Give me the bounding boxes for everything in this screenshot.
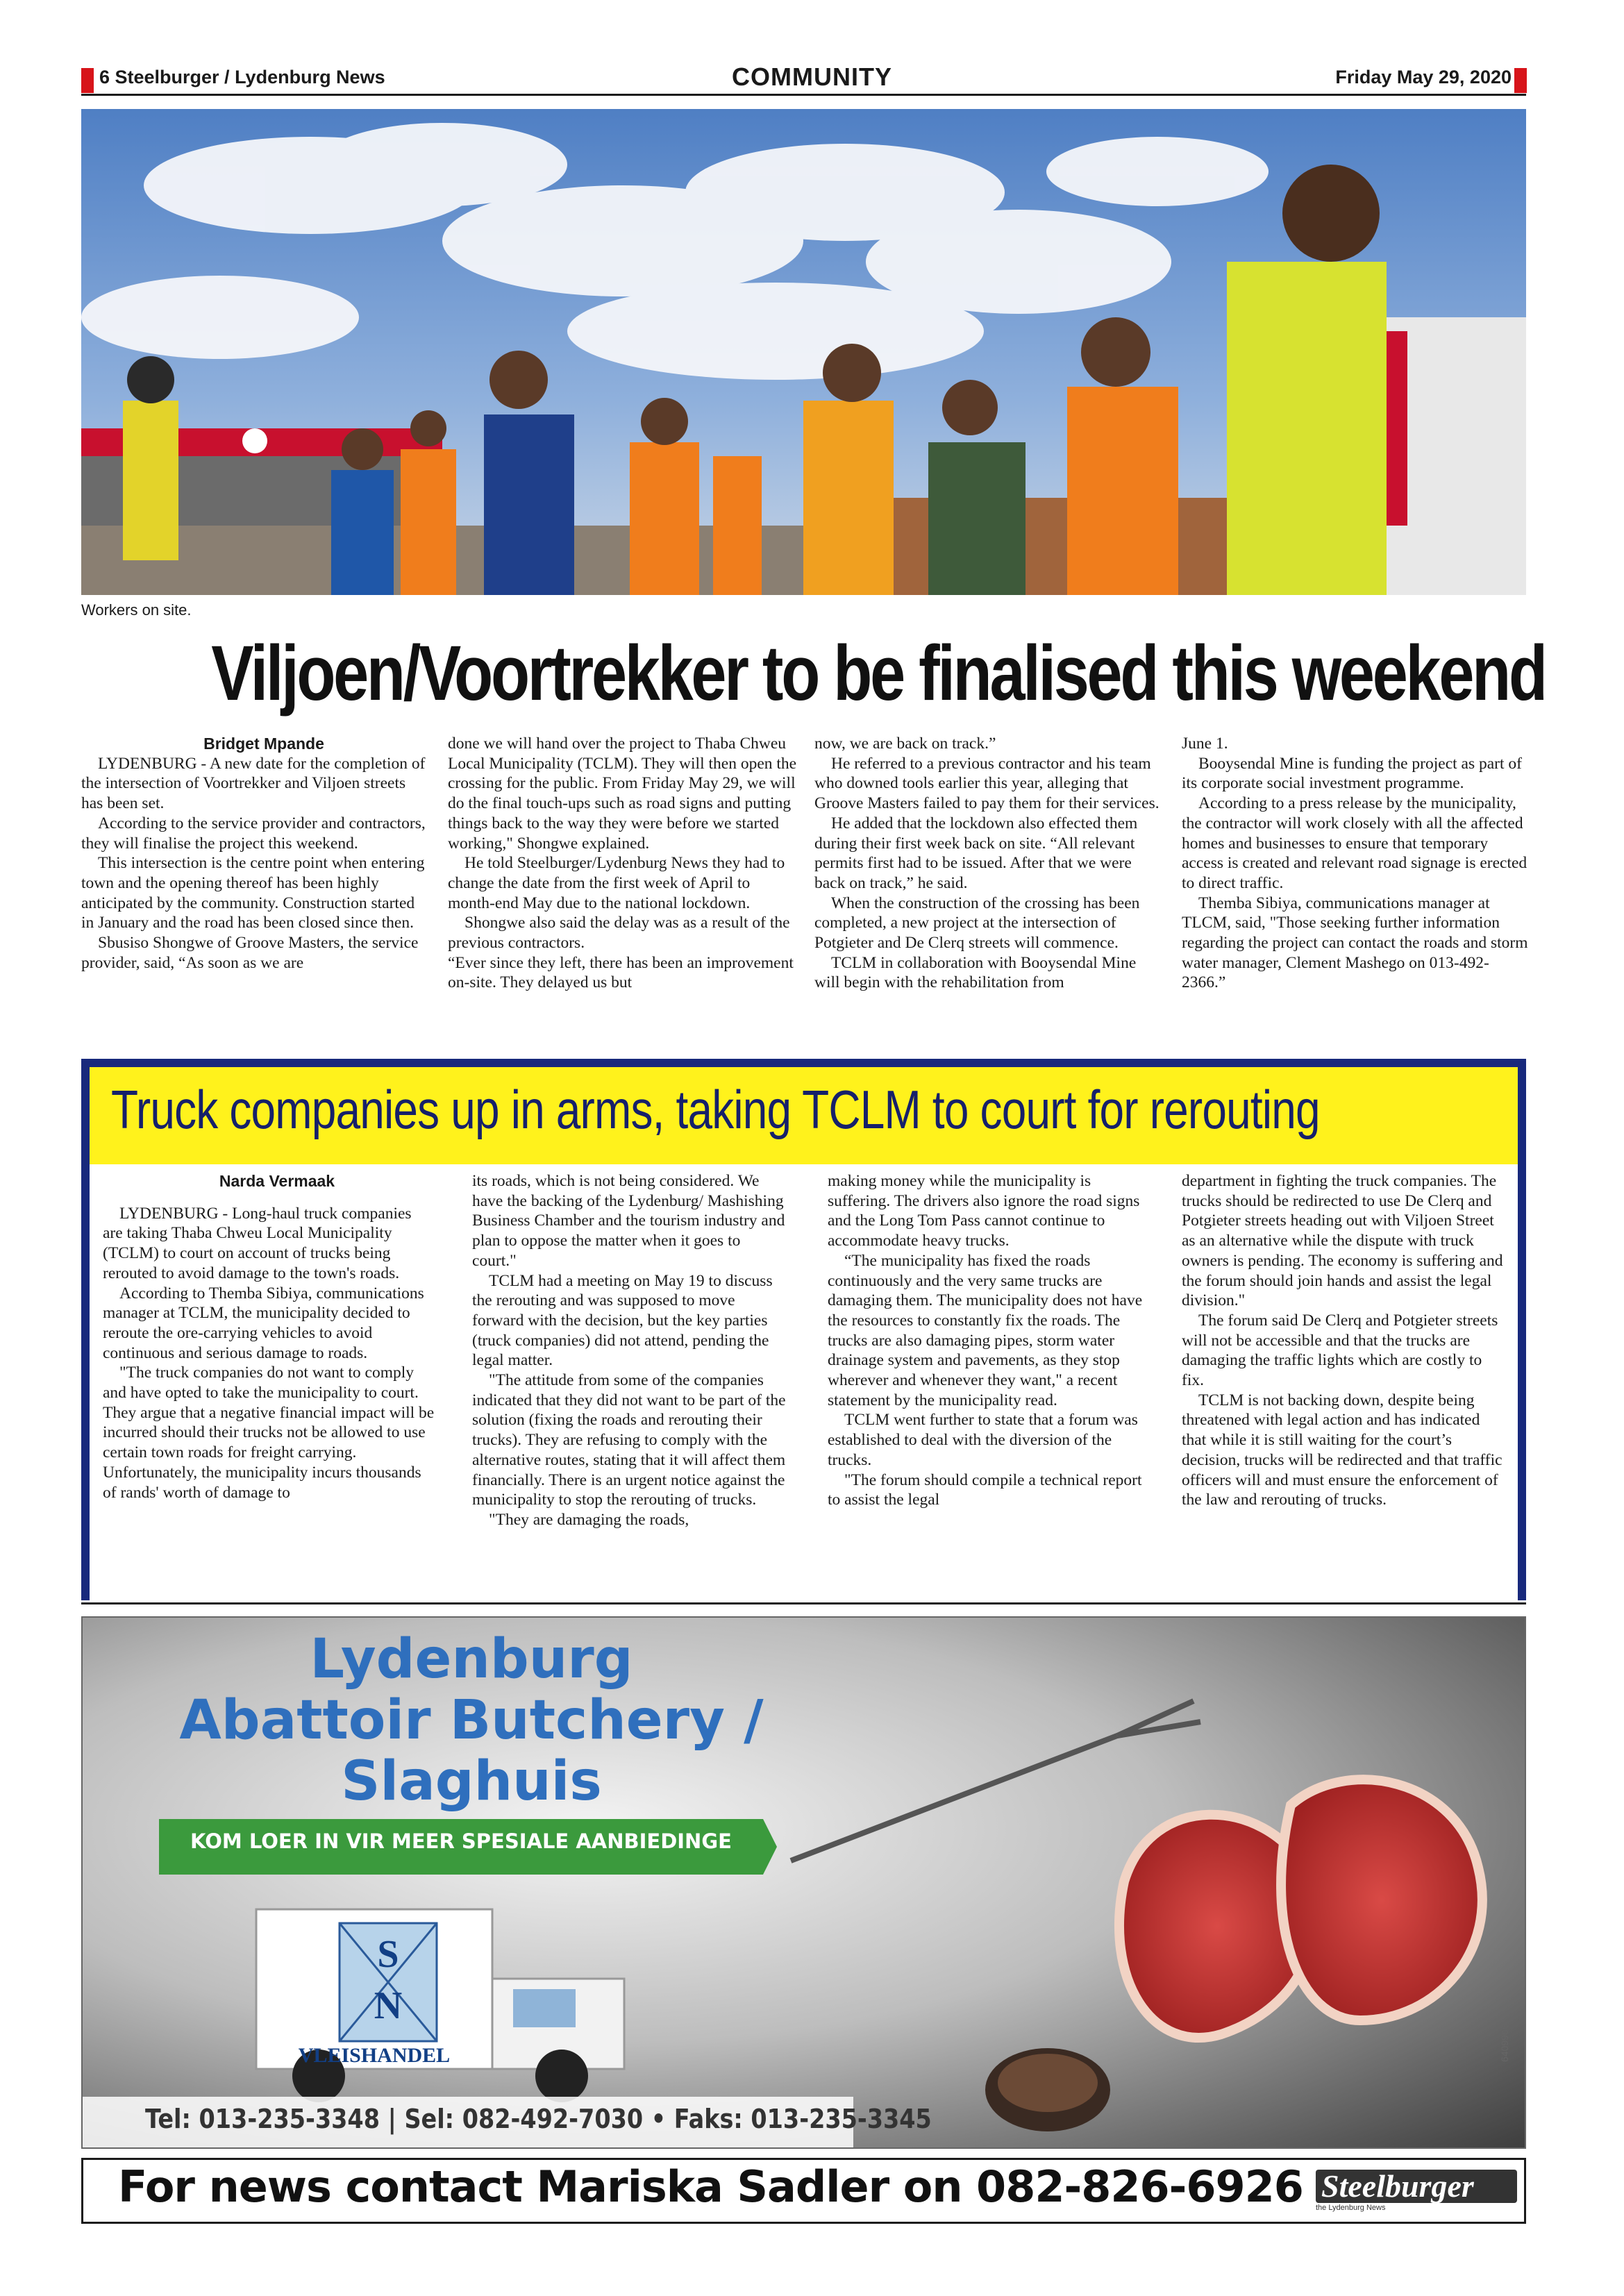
story1-column-4 <box>1182 734 1529 993</box>
story1-paragraph: done we will hand over the project to Thaba Chweu Local Municipality (TCLM). They will then open the crossing for the public. From Friday May 29, we will do the final touch-ups such as road signs and putting things back to the way they were before we started working," Shongwe explained. <box>448 735 797 853</box>
advert-logo-n: N <box>374 1984 403 2027</box>
story2-bottom-rule <box>81 1602 1526 1604</box>
story1-paragraph: According to the service provider and contractors, they will finalise the project this weekend. <box>81 814 426 853</box>
story2-column-2 <box>472 1171 788 1530</box>
advert-title-line-2: Abattoir Butchery / <box>179 1689 764 1752</box>
workers-photo <box>81 109 1526 595</box>
advert-title-line-3: Slaghuis <box>341 1750 602 1813</box>
logo-subtitle: the Lydenburg News <box>1316 2204 1386 2212</box>
advert-contact: Tel: 013-235-3348 | Sel: 082-492-7030 • Faks: 013-235-3345 <box>145 2104 932 2134</box>
story1-headline: Viljoen/Voortrekker to be finalised this weekend <box>211 630 1546 717</box>
story1-paragraph: LYDENBURG - A new date for the completion of the intersection of Voortrekker and Viljoen streets has been set. <box>81 754 426 813</box>
story2-paragraph: TCLM went further to state that a forum was established to deal with the diversion of the trucks. <box>828 1411 1138 1469</box>
advert-banner: KOM LOER IN VIR MEER SPESIALE AANBIEDINGE <box>190 1829 732 1853</box>
story1-byline: Bridget Mpande <box>203 735 324 753</box>
story1-paragraph: now, we are back on track.” <box>814 735 996 753</box>
story1-paragraph: He referred to a previous contractor and his team who downed tools earlier this year, alleging that Groove Masters failed to pay them for their services. <box>814 754 1160 813</box>
header-page-info: 6 Steelburger / Lydenburg News <box>99 67 385 87</box>
steelburger-logo <box>1316 2170 1517 2214</box>
story1-column-1 <box>81 734 430 973</box>
advert-logo-s: S <box>377 1933 399 1976</box>
photo-caption: Workers on site. <box>81 601 192 619</box>
story1-paragraph: June 1. <box>1182 735 1228 753</box>
story2-paragraph: "The truck companies do not want to comply and have opted to take the municipality to court. They argue that a negative financial impact will be incurred should their trucks not be allowed to use certain town roads for freight carrying. Unfortunately, the municipality incurs thousands of rands' worth of damage to <box>103 1364 435 1502</box>
story2-paragraph: its roads, which is not being considered. We have the backing of the Lydenburg/ Mashishing Business Chamber and the tourism industry and plan to oppose the matter when it goes to court." <box>472 1172 785 1270</box>
story1-paragraph: Booysendal Mine is funding the project as part of its corporate social investment programme. <box>1182 754 1522 793</box>
butchery-advert <box>81 1616 1526 2149</box>
story1-paragraph: Shongwe also said the delay was as a result of the previous contractors. <box>448 914 790 953</box>
header-accent-bar-right <box>1514 68 1527 93</box>
advert-code: 6409906 <box>1499 2024 1510 2062</box>
story2-paragraph: “The municipality has fixed the roads continuously and the very same trucks are damaging them. The municipality does not have the resources to constantly fix the roads. The trucks are also damaging pipes, storm water drainage system and pavements, as they stop wherever and whenever they want," a recent statement by the municipality read. <box>828 1251 1143 1409</box>
story2-column-4 <box>1182 1171 1508 1510</box>
footer-contact-text: For news contact Mariska Sadler on 082-826-6926 <box>118 2161 1303 2212</box>
header-date: Friday May 29, 2020 <box>1335 67 1512 87</box>
story1-paragraph: According to a press release by the municipality, the contractor will work closely with all the affected homes and businesses to ensure that temporary access is created and relevant road signage is erected to direct traffic. <box>1182 794 1527 892</box>
story1-column-3 <box>814 734 1165 993</box>
advert-title-line-1: Lydenburg <box>310 1628 633 1691</box>
story2-paragraph: TCLM is not backing down, despite being threatened with legal action and has indicated that while it is still waiting for the court’s decision, trucks will be redirected and that traffic officers will and must ensure the enforcement of the law and rerouting of trucks. <box>1182 1391 1502 1509</box>
story1-paragraph: Themba Sibiya, communications manager at TLCM, said, "Those seeking further information regarding the project can contact the roads and storm water manager, Clement Mashego on 013-492-2366.” <box>1182 894 1528 992</box>
story2-paragraph: "The forum should compile a technical report to assist the legal <box>828 1470 1142 1509</box>
story2-paragraph: "They are damaging the roads, <box>489 1510 689 1529</box>
story2-column-1 <box>103 1171 435 1502</box>
story1-paragraph: This intersection is the centre point when entering town and the opening thereof has been highly anticipated by the community. Construction started in January and the road has been closed since then. <box>81 854 425 932</box>
advert-truck-text: VLEISHANDEL <box>298 2044 451 2067</box>
story1-paragraph: He added that the lockdown also effected them during their first week back on site. “All relevant permits first had to be issued. After that we were back on track,” he said. <box>814 814 1138 892</box>
story2-byline: Narda Vermaak <box>219 1172 335 1190</box>
story2-paragraph: TCLM had a meeting on May 19 to discuss the rerouting and was supposed to move forward with the decision, but the key parties (truck companies) did not attend, pending the legal matter. <box>472 1271 773 1370</box>
story1-paragraph: Sbusiso Shongwe of Groove Masters, the service provider, said, “As soon as we are <box>81 934 419 972</box>
story1-paragraph: “Ever since they left, there has been an improvement on-site. They delayed us but <box>448 953 794 992</box>
story2-paragraph: According to Themba Sibiya, communications manager at TCLM, the municipality decided to reroute the ore-carrying vehicles to avoid continuous and serious damage to roads. <box>103 1284 424 1362</box>
story2-paragraph: The forum said De Clerq and Potgieter streets will not be accessible and that the trucks are damaging the traffic lights which are costly to fix. <box>1182 1311 1498 1390</box>
story1-paragraph: When the construction of the crossing has been completed, a new project at the intersection of Potgieter and De Clerq streets will commence. <box>814 894 1140 953</box>
story1-paragraph: He told Steelburger/Lydenburg News they had to change the date from the first week of April to month-end May due to the national lockdown. <box>448 854 785 912</box>
header-rule <box>81 94 1526 96</box>
story2-headline: Truck companies up in arms, taking TCLM to court for rerouting <box>111 1079 1320 1140</box>
section-title: COMMUNITY <box>732 62 892 91</box>
logo-wordmark: Steelburger <box>1316 2170 1517 2203</box>
story1-paragraph: TCLM in collaboration with Booysendal Mine will begin with the rehabilitation from <box>814 953 1137 992</box>
story2-paragraph: "The attitude from some of the companies indicated that they did not want to be part of the solution (fixing the roads and rerouting their trucks). They are refusing to comply with the alternative routes, stating that it will affect them financially. There is an urgent notice against the municipality to stop the rerouting of trucks. <box>472 1371 786 1509</box>
story2-paragraph: LYDENBURG - Long-haul truck companies are taking Thaba Chweu Local Municipality (TCLM) to court on account of trucks being rerouted to avoid damage to the town's roads. <box>103 1204 412 1282</box>
story2-paragraph: making money while the municipality is suffering. The drivers also ignore the road signs and the Long Tom Pass cannot continue to accommodate heavy trucks. <box>828 1172 1140 1250</box>
story2-column-3 <box>828 1171 1144 1510</box>
story1-column-2 <box>448 734 798 993</box>
story2-paragraph: department in fighting the truck companies. The trucks should be redirected to use De Clerq and Potgieter streets heading out with Viljoen Street as an alternative while the dispute with truck owners is pending. The economy is suffering and the forum should join hands and assist the legal division." <box>1182 1172 1503 1310</box>
